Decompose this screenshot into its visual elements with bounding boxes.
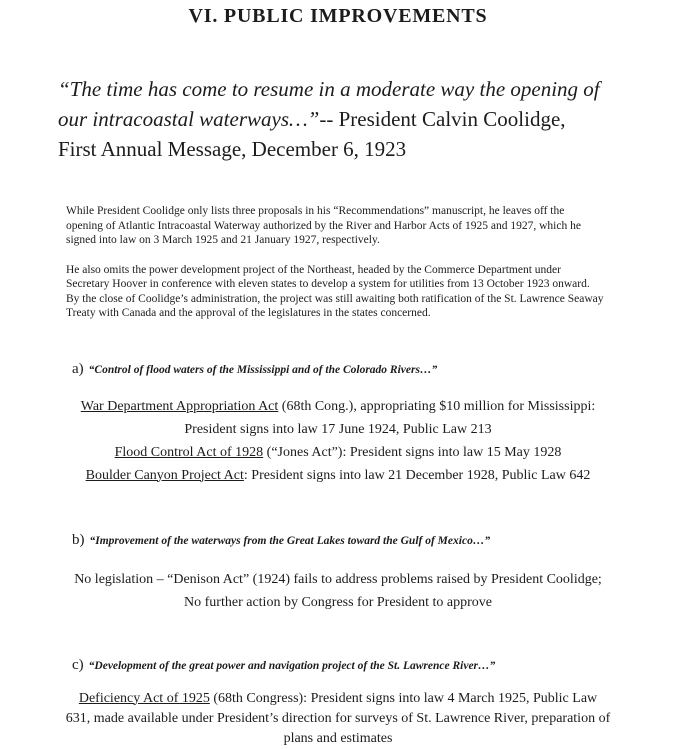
section-b-label: b): [72, 531, 85, 548]
paragraph-line: signed into law on 3 March 1925 and 21 January 1927, respectively.: [66, 234, 380, 246]
section-c-quote: “Development of the great power and navigation project of the St. Lawrence River…”: [88, 659, 496, 672]
section-a-quote: “Control of flood waters of the Mississippi and of the Colorado Rivers…”: [88, 363, 438, 376]
section-a-heading: [72, 359, 676, 380]
intro-paragraph-1: [66, 204, 618, 248]
act-item-boulder-canyon: [28, 464, 648, 487]
paragraph-line: Treaty with Canada and the approval of the legislatures in the states concerned.: [66, 307, 431, 319]
quote-text: our intracoastal waterways…”: [58, 107, 320, 131]
quote-attribution-line: First Annual Message, December 6, 1923: [58, 137, 407, 161]
paragraph-line: He also omits the power development project of the Northeast, headed by the Commerce Department under: [66, 263, 561, 276]
page-title: VI. PUBLIC IMPROVEMENTS: [188, 5, 488, 27]
act-item-deficiency-line3: plans and estimates: [283, 730, 393, 746]
paragraph-line: Secretary Hoover in conference with eleven states to develop a system for utilities from 13 October 1923 onward.: [66, 278, 590, 290]
act-name-underlined: Deficiency Act of 1925: [78, 690, 210, 706]
quote-line: [58, 74, 632, 104]
act-item-deficiency-line2: 631, made available under President’s direction for surveys of St. Lawrence River, preparation of: [65, 710, 611, 726]
section-c-heading: [72, 655, 676, 676]
quote-line: [58, 104, 632, 134]
epigraph-quote: [58, 74, 632, 164]
act-detail: : President signs into law 21 December 1928, Public Law 642: [243, 467, 591, 483]
act-item-deficiency: [28, 689, 648, 709]
quote-text: “The time has come to resume in a moderate way the opening of: [58, 77, 600, 101]
act-item-war-department-line2: President signs into law 17 June 1924, Public Law 213: [184, 421, 492, 437]
section-c-label: c): [72, 656, 84, 673]
act-name-underlined: War Department Appropriation Act: [80, 398, 279, 414]
no-legislation-line1: No legislation – “Denison Act” (1924) fails to address problems raised by President Coolidge;: [74, 571, 602, 587]
act-name-underlined: Boulder Canyon Project Act: [85, 467, 244, 483]
quote-attribution: -- President Calvin Coolidge,: [319, 107, 566, 131]
paragraph-line: While President Coolidge only lists three proposals in his “Recommendations” manuscript, he leaves off the: [66, 205, 565, 217]
section-a-items: [28, 395, 648, 487]
section-b-items: [28, 568, 648, 614]
section-b-quote: “Improvement of the waterways from the Great Lakes toward the Gulf of Mexico…”: [89, 534, 491, 547]
act-item-war-department: [28, 395, 648, 418]
section-c-items: [28, 689, 648, 749]
act-name-underlined: Flood Control Act of 1928: [114, 444, 264, 460]
intro-paragraph-2: [66, 263, 618, 321]
paragraph-line: By the close of Coolidge’s administration, the project was still awaiting both ratification of the St. Lawrence Seaway: [66, 292, 604, 305]
act-detail: (68th Cong.), appropriating $10 million for Mississippi:: [278, 398, 596, 414]
act-detail: (“Jones Act”): President signs into law 15 May 1928: [263, 444, 562, 460]
section-b-heading: [72, 530, 676, 551]
paragraph-line: opening of Atlantic Intracoastal Waterway authorized by the River and Harbor Acts of 1925 and 1927, which he: [66, 219, 581, 232]
no-legislation-line2: No further action by Congress for President to approve: [184, 594, 492, 610]
act-detail: (68th Congress): President signs into law 4 March 1925, Public Law: [209, 690, 598, 706]
act-item-flood-control: [28, 441, 648, 464]
section-a-label: a): [72, 360, 84, 377]
